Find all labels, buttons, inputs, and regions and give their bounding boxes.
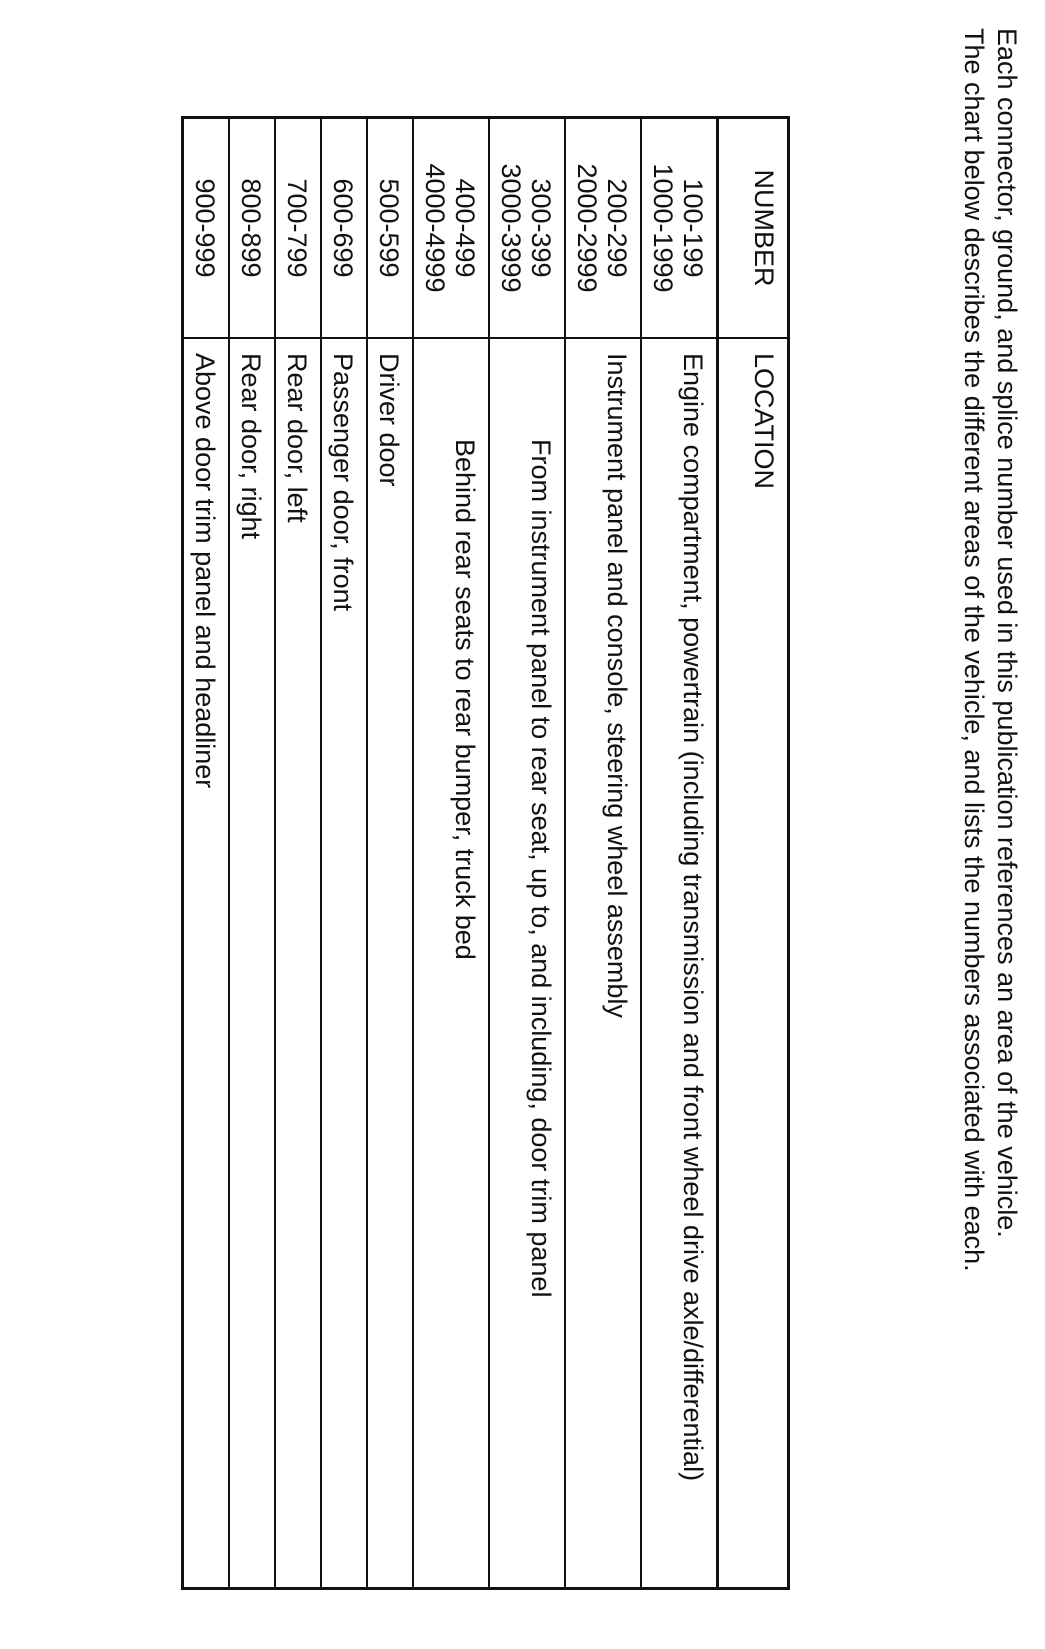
number-cell <box>413 118 489 339</box>
number-range: 3000-3999 <box>496 163 526 293</box>
table-row <box>183 118 230 1589</box>
location-cell: Driver door <box>367 338 413 1589</box>
table-row <box>321 118 367 1589</box>
connector-location-table <box>181 116 790 1590</box>
number-cell <box>489 118 565 339</box>
table-row <box>413 118 489 1589</box>
table-row <box>229 118 275 1589</box>
location-cell: Engine compartment, powertrain (including transmission and front wheel drive axle/differential) <box>641 338 718 1589</box>
location-cell: Instrument panel and console, steering wheel assembly <box>565 338 641 1589</box>
table-body <box>183 118 718 1589</box>
number-range: 200-299 <box>602 178 632 278</box>
number-column-header: NUMBER <box>718 118 789 339</box>
number-cell <box>275 118 321 339</box>
location-cell: From instrument panel to rear seat, up to, and including, door trim panel <box>489 338 565 1589</box>
number-cell <box>565 118 641 339</box>
number-cell <box>367 118 413 339</box>
table-row <box>565 118 641 1589</box>
location-cell: Rear door, right <box>229 338 275 1589</box>
number-range: 300-399 <box>526 178 556 278</box>
number-range: 800-899 <box>236 178 266 278</box>
number-range: 500-599 <box>374 178 404 278</box>
number-cell <box>229 118 275 339</box>
number-cell <box>183 118 230 339</box>
number-range: 400-499 <box>450 178 480 278</box>
location-cell: Behind rear seats to rear bumper, truck bed <box>413 338 489 1589</box>
number-range: 4000-4999 <box>420 163 450 293</box>
number-range: 600-699 <box>328 178 358 278</box>
intro-line-2: The chart below describes the different areas of the vehicle, and lists the numbers associated with each. <box>959 28 989 1272</box>
intro-paragraph <box>957 28 1023 1628</box>
location-column-header: LOCATION <box>718 338 789 1589</box>
location-cell: Rear door, left <box>275 338 321 1589</box>
table-row <box>489 118 565 1589</box>
table-header-row <box>718 118 789 1589</box>
intro-line-1: Each connector, ground, and splice number used in this publication references an area of the vehicle. <box>992 28 1022 1238</box>
number-range: 2000-2999 <box>572 163 602 293</box>
table-row <box>275 118 321 1589</box>
number-range: 700-799 <box>282 178 312 278</box>
location-cell: Above door trim panel and headliner <box>183 338 230 1589</box>
number-cell <box>321 118 367 339</box>
number-range: 1000-1999 <box>648 163 678 293</box>
table-row <box>367 118 413 1589</box>
number-range: 900-999 <box>190 178 220 278</box>
number-cell <box>641 118 718 339</box>
location-cell: Passenger door, front <box>321 338 367 1589</box>
table-row <box>641 118 718 1589</box>
number-range: 100-199 <box>678 178 708 278</box>
